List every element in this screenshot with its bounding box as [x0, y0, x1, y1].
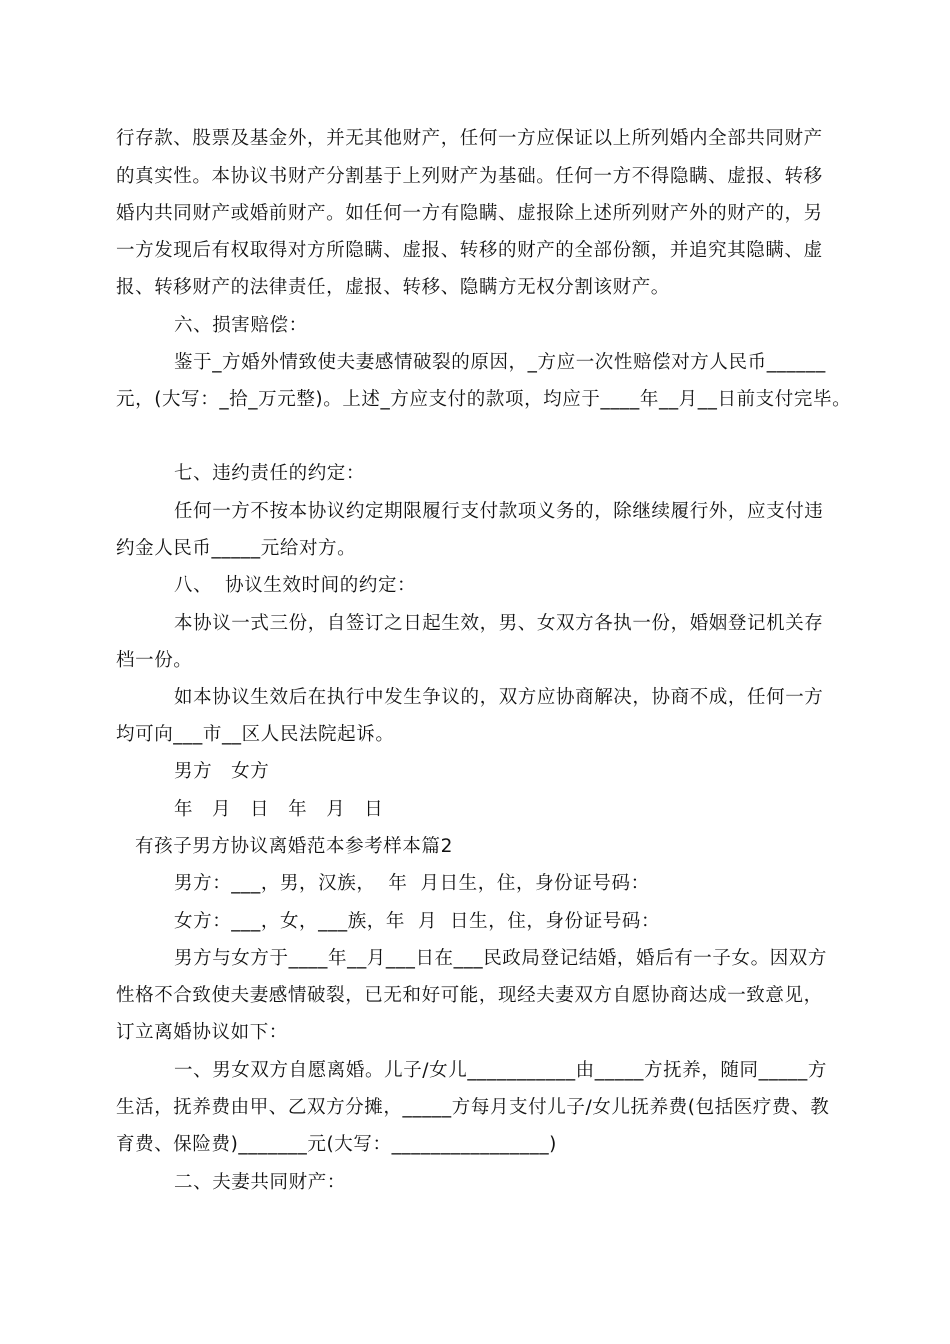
text-line: 鉴于_方婚外情致使夫妻感情破裂的原因，_方应一次性赔偿对方人民币______: [174, 352, 826, 373]
text-line: 本协议一式三份，自签订之日起生效，男、女双方各执一份，婚姻登记机关存: [174, 613, 824, 634]
section-heading: 六、损害赔偿：: [174, 315, 308, 336]
text-line: 如本协议生效后在执行中发生争议的，双方应协商解决，协商不成，任何一方: [174, 687, 824, 708]
text-line: 报、转移财产的法律责任，虚报、转移、隐瞒方无权分割该财产。: [116, 277, 670, 298]
date-line: 年 月 日 年 月 日: [174, 799, 384, 820]
text-line: 女方：___，女，___族，年 月 日生，住，身份证号码：: [174, 911, 661, 932]
text-line: 性格不合致使夫妻感情破裂，已无和好可能，现经夫妻双方自愿协商达成一致意见，: [116, 985, 823, 1006]
text-line: 档一份。: [116, 650, 193, 671]
document-title: 有孩子男方协议离婚范本参考样本篇2: [135, 836, 453, 857]
text-line: 男方与女方于____年__月___日在___民政局登记结婚，婚后有一子女。因双方: [174, 948, 828, 969]
text-line: 订立离婚协议如下：: [116, 1022, 288, 1043]
text-line: 一方发现后有权取得对方所隐瞒、虚报、转移的财产的全部份额，并追究其隐瞒、虚: [116, 240, 823, 261]
text-line: 育费、保险费)_______元(大写：________________): [116, 1134, 558, 1155]
text-line: 均可向___市__区人民法院起诉。: [116, 724, 395, 745]
text-line: 的真实性。本协议书财产分割基于上列财产为基础。任何一方不得隐瞒、虚报、转移: [116, 166, 823, 187]
text-line: 行存款、股票及基金外，并无其他财产，任何一方应保证以上所列婚内全部共同财产: [116, 128, 823, 149]
section-heading: 七、违约责任的约定：: [174, 463, 366, 484]
text-line: 生活，抚养费由甲、乙双方分摊，_____方每月支付儿子/女儿抚养费(包括医疗费、教: [116, 1097, 830, 1118]
text-line: 男方：___，男，汉族， 年 月日生，住，身份证号码：: [174, 873, 650, 894]
text-line: 婚内共同财产或婚前财产。如任何一方有隐瞒、虚报除上述所列财产外的财产的，另: [116, 203, 823, 224]
text-line: 约金人民币_____元给对方。: [116, 538, 357, 559]
text-line: 一、男女双方自愿离婚。儿子/女儿___________由_____方抚养，随同_____方: [174, 1060, 827, 1081]
section-heading: 二、夫妻共同财产：: [174, 1172, 346, 1193]
text-line: 元，(大写：_拾_万元整)。上述_方应支付的款项，均应于____年__月__日前支付完毕。: [116, 389, 852, 410]
signature-line: 男方 女方: [174, 761, 270, 782]
text-line: 任何一方不按本协议约定期限履行支付款项义务的，除继续履行外，应支付违: [174, 501, 824, 522]
section-heading: 八、 协议生效时间的约定：: [174, 575, 417, 596]
